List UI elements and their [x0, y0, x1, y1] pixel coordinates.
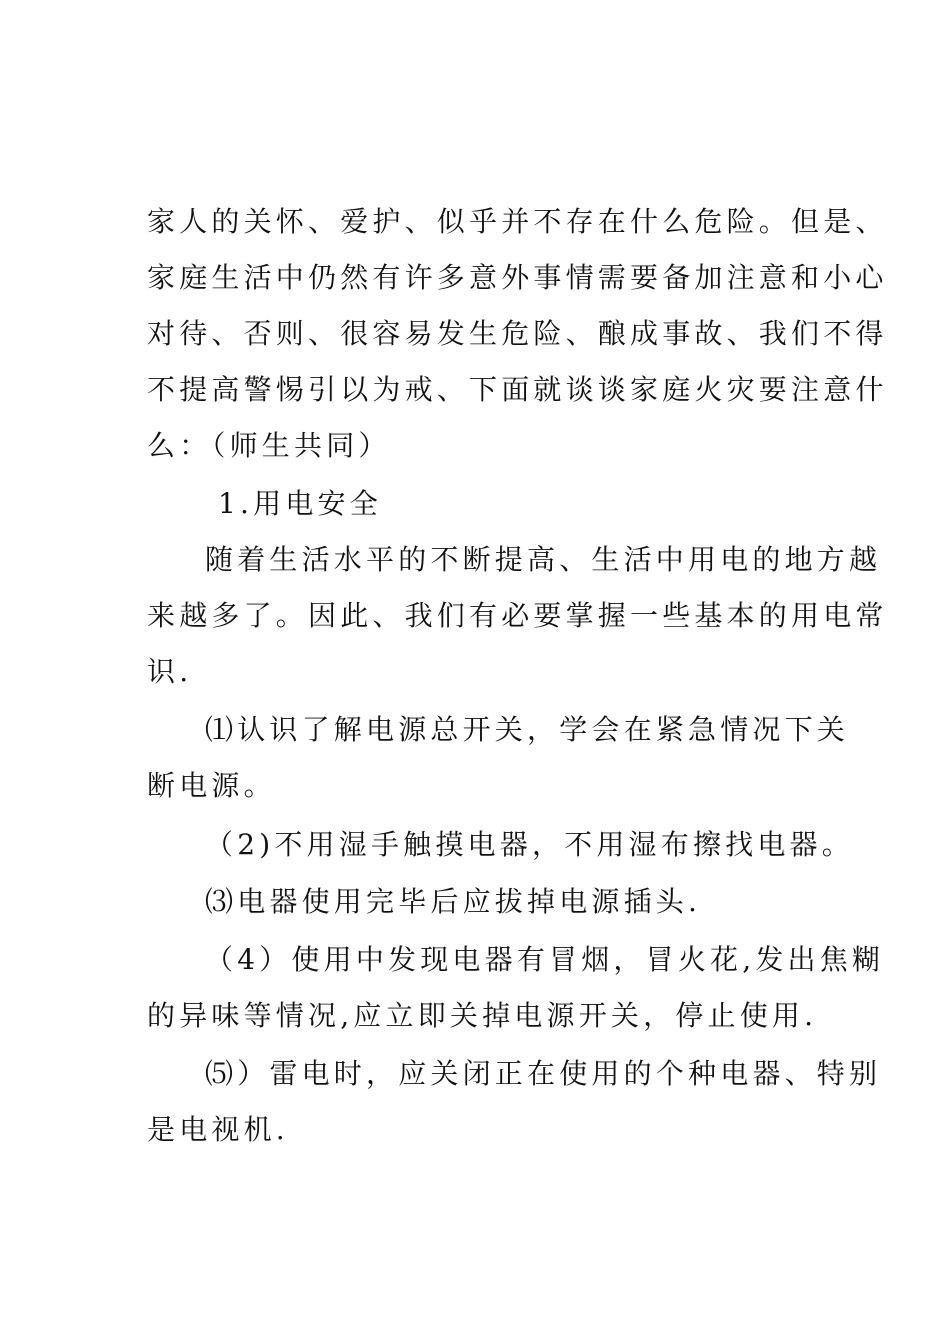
paragraph-line: 对待、否则、很容易发生危险、酿成事故、我们不得 — [147, 317, 888, 350]
list-item-1-cont: 断电源。 — [147, 769, 276, 802]
paragraph-line: 不提高警惕引以为戒、下面就谈谈家庭火灾要注意什 — [147, 373, 888, 406]
list-item-5-cont: 是电视机. — [147, 1113, 289, 1146]
list-item-3: ⑶电器使用完毕后应拔掉电源插头. — [205, 885, 702, 918]
paragraph-line: 家人的关怀、爱护、似乎并不存在什么危险。但是、 — [147, 205, 888, 238]
list-item-1: ⑴认识了解电源总开关，学会在紧急情况下关 — [205, 713, 850, 746]
paragraph-line: 么：（师生共同） — [147, 429, 391, 462]
section-heading: 1.用电安全 — [218, 487, 382, 520]
paragraph-line: 随着生活水平的不断提高、生活中用电的地方越 — [205, 543, 882, 576]
list-item-4: （4）使用中发现电器有冒烟，冒火花,发出焦糊 — [205, 943, 885, 976]
paragraph-line: 识. — [147, 655, 193, 688]
list-item-4-cont: 的异味等情况,应立即关掉电源开关，停止使用. — [147, 999, 818, 1032]
list-item-2: （2)不用湿手触摸电器，不用湿布擦找电器。 — [205, 828, 854, 861]
list-item-5: ⑸）雷电时，应关闭正在使用的个种电器、特别 — [205, 1057, 882, 1090]
paragraph-line: 来越多了。因此、我们有必要掌握一些基本的用电常 — [147, 599, 888, 632]
paragraph-line: 家庭生活中仍然有许多意外事情需要备加注意和小心 — [147, 261, 888, 294]
